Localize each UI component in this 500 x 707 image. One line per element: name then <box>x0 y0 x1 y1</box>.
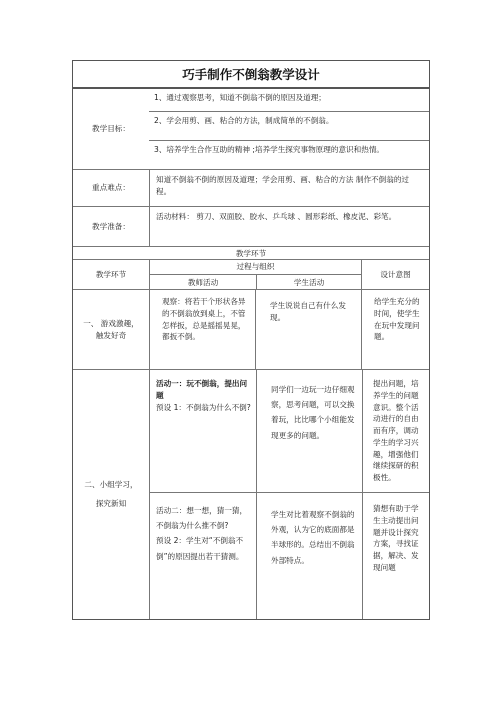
objective-item: 3、培养学生合作互助的精神 ;培养学生探究事物原理的意识和热情。 <box>149 140 429 169</box>
section-header-row <box>73 246 429 259</box>
key-points-text: 知道不倒翁不倒的原因及道理；学会用剪、画、粘合的方法 制作不倒翁的过程。 <box>149 170 429 206</box>
design-intent: 提出问题，培养学生的问题意识。整个活动进行的自由而有序，调动学生的学习兴趣，增强他们继续探研的积极性。 <box>362 370 429 492</box>
design-intent: 猜想有助于学生主动提出问题并设计探究方案，寻找证据，解决、发现问题 <box>362 493 429 619</box>
key-points-row <box>73 169 429 206</box>
column-header-row <box>73 259 429 289</box>
process-header-group <box>149 260 361 289</box>
step-name: 二、小组学习，探究新知 <box>84 480 138 508</box>
activity-title: 活动二：想一想，猜一猜，不倒翁为什么推不倒? <box>156 506 248 531</box>
teacher-activity: 观察：将若干个形状各异的不倒翁放到桌上，不管怎样扳，总是摇摇晃晃，都扳不倒。 <box>149 290 255 369</box>
teacher-activity <box>150 370 256 492</box>
activity-row <box>150 492 429 619</box>
objectives-list <box>149 89 429 169</box>
lesson-plan-table <box>72 88 430 620</box>
document-title: 巧手制作不倒翁教学设计 <box>72 60 430 88</box>
process-subheader <box>150 274 361 290</box>
student-activity: 学生说说自己有什么发现。 <box>255 290 361 369</box>
step-row <box>73 369 429 619</box>
column-teacher: 教师活动 <box>187 278 219 287</box>
objectives-row <box>73 89 429 169</box>
activity-prediction: 预设 1：不倒翁为什么不倒? <box>156 402 251 412</box>
column-intent: 设计意图 <box>361 260 429 289</box>
step-row <box>73 289 429 369</box>
activity-row <box>150 370 429 492</box>
objective-item: 1、通过观察思考，知道不倒翁不倒的原因及道理； <box>154 93 326 102</box>
objective-item: 2、学会用剪、画、粘合的方法，制成简单的不倒翁。 <box>149 111 429 140</box>
key-points-label: 重点难点： <box>92 183 130 193</box>
preparation-row <box>73 206 429 246</box>
step-name: 一、 游戏激趣，触发好奇 <box>83 318 139 340</box>
teacher-activity <box>150 493 256 619</box>
step-activities <box>149 370 429 619</box>
column-student: 学生活动 <box>256 275 361 290</box>
preparation-label: 教学准备： <box>92 221 130 231</box>
objectives-label: 教学目标： <box>92 124 130 134</box>
preparation-text: 活动材料： 剪刀、双面胶、胶水、乒乓球 、圆形彩纸、橡皮泥、彩笔。 <box>149 207 429 246</box>
column-step: 教学环节 <box>95 269 127 279</box>
column-process: 过程与组织 <box>236 262 275 271</box>
activity-prediction: 预设 2：学生对“不倒翁不倒”的原因提出若干猜测。 <box>156 536 244 561</box>
student-activity: 学生对比着观察不倒翁的外观，认为它的底面都是半球形的。总结出不倒翁外部特点。 <box>256 493 362 619</box>
section-header: 教学环节 <box>235 249 267 258</box>
activity-title: 活动一：玩不倒翁，提出问题 <box>156 379 248 400</box>
student-activity: 同学们一边玩一边仔细观察，思考问题，可以交换着玩，比比哪个小组能发现更多的问题。 <box>256 370 362 492</box>
design-intent: 给学生充分的时间，使学生在玩中发现问题。 <box>361 290 429 369</box>
